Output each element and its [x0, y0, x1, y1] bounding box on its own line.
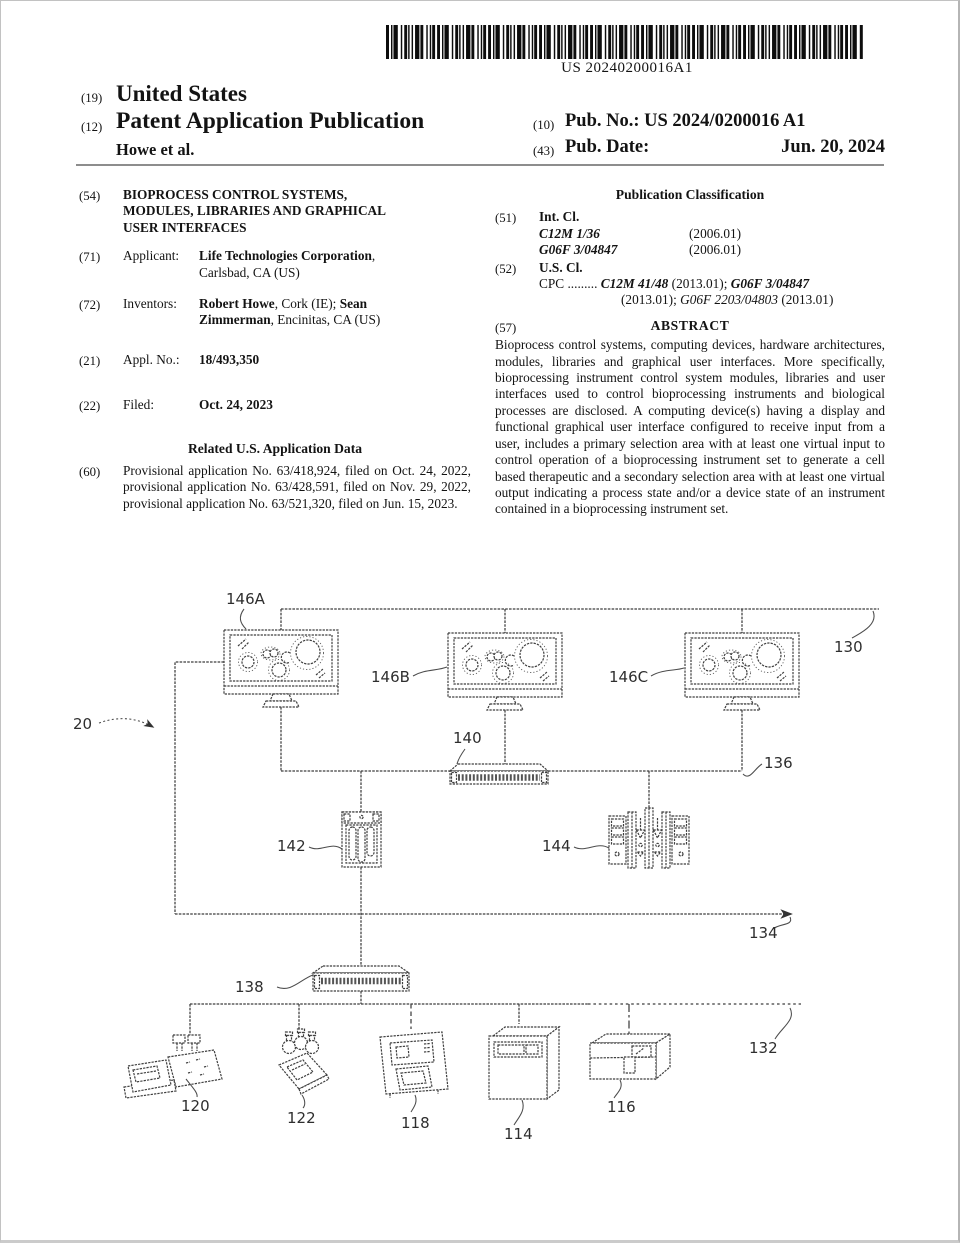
left-riser-line [175, 662, 224, 914]
doc-type: Patent Application Publication [116, 108, 425, 134]
module-cluster-144 [609, 808, 689, 868]
monitor-146c [685, 633, 799, 710]
filed-label: Filed: [123, 397, 155, 413]
ref-label-146c: 146C [609, 668, 649, 686]
ref-label-20: 20 [73, 715, 93, 733]
abstract-tag: (57) [495, 320, 517, 335]
ref-label-140: 140 [453, 729, 482, 747]
monitor-146a [224, 630, 338, 707]
ref-label-132: 132 [749, 1039, 778, 1057]
abstract-text: Bioprocess control systems, computing devices, hardware architectures, modules, libraries and graphical user interfaces. More specifically, bioprocessing instrument control system modules, libraries and user interfaces used to control bioprocessing instruments and biological processes are disclosed. A computing device(s) having a display and functional graphical user interface configured to receive input from a user, includes a primary selection area with at least one virtual input to control operation of a bioprocessing instrument set to generate a cell based therapeutic and a secondary selection area with at least one virtual output indicating a process state and/or a device state of an instrument contained in a bioprocessing instrument set. [495, 337, 885, 517]
appl-no-tag: (21) [79, 353, 101, 368]
ref-label-134: 134 [749, 924, 778, 942]
filed-section [79, 397, 471, 414]
leader-144 [574, 846, 609, 849]
leader-20 [99, 719, 153, 727]
applicant-value: Life Technologies Corporation, Carlsbad, CA (US) [199, 248, 471, 281]
invention-title: BIOPROCESS CONTROL SYSTEMS, MODULES, LIBRARIES AND GRAPHICAL USER INTERFACES [123, 187, 387, 235]
title-tag: (54) [79, 189, 101, 203]
inventor-1: Robert Howe [199, 296, 275, 312]
publication-classification-heading: Publication Classification [615, 187, 765, 202]
monitor-down-lines [281, 707, 742, 771]
appl-no-section [79, 352, 471, 369]
classification-column [495, 187, 885, 518]
instrument-122 [279, 1029, 329, 1094]
int-cl-section [495, 209, 885, 258]
filed-value: Oct. 24, 2023 [199, 397, 273, 413]
leader-146a [240, 609, 246, 629]
int-cl-tag: (51) [495, 211, 517, 226]
country-name: United States [116, 81, 247, 106]
header-rule [76, 164, 884, 166]
ref-label-116: 116 [607, 1098, 636, 1116]
ref-label-146a: 146A [226, 590, 265, 608]
us-cl-tag: (52) [495, 261, 517, 276]
filed-tag: (22) [79, 399, 101, 414]
inventors-section [79, 296, 471, 329]
applicant-address: Carlsbad, CA (US) [199, 264, 300, 280]
applicant-label: Applicant: [123, 248, 180, 264]
abstract-heading-row [495, 318, 885, 334]
leader-130 [852, 611, 874, 638]
ref-label-114: 114 [504, 1125, 533, 1143]
cpc-line-2: (2013.01); G06F 2203/04803 (2013.01) [621, 292, 834, 308]
bioreactor-device-142 [342, 812, 381, 867]
leader-122 [302, 1095, 305, 1108]
instrument-114 [489, 1027, 559, 1099]
title-section [79, 187, 471, 236]
bibliographic-column [79, 187, 471, 512]
int-cl-row: C12M 1/36 (2006.01) [539, 225, 742, 241]
inventors-value: Robert Howe, Cork (IE); Sean Zimmerman, Encinitas, CA (US) [199, 296, 381, 328]
ref-label-136: 136 [764, 754, 793, 772]
ref-label-138: 138 [235, 978, 264, 996]
applicant-section [79, 248, 471, 281]
applicant-tag: (71) [79, 250, 101, 265]
ref-label-146b: 146B [371, 668, 410, 686]
country-code-tag: (19) [81, 91, 103, 105]
leader-140 [457, 749, 465, 764]
leader-146c [651, 668, 684, 676]
leader-138 [277, 975, 313, 988]
pub-no-label: Pub. No.: [565, 111, 640, 131]
figure-network-diagram [1, 561, 960, 1181]
appl-no-label: Appl. No.: [123, 351, 180, 367]
leader-118 [411, 1095, 416, 1112]
barcode [386, 25, 868, 59]
instrument-116 [590, 1034, 670, 1079]
first-named-inventor: Howe et al. [116, 140, 195, 159]
publication-number [565, 111, 806, 132]
provisional-tag: (60) [79, 465, 101, 480]
us-cl-label: U.S. Cl. [539, 259, 583, 275]
inventors-label: Inventors: [123, 296, 177, 312]
int-cl-label: Int. Cl. [539, 209, 580, 225]
instrument-118 [380, 1032, 448, 1098]
monitor-drop-lines [281, 609, 742, 633]
pub-no-value: US 2024/0200016 A1 [644, 111, 806, 131]
barcode-number: US 20240200016A1 [561, 60, 693, 76]
ref-label-144: 144 [542, 837, 571, 855]
ref-label-122: 122 [287, 1109, 316, 1127]
abstract-heading: ABSTRACT [650, 317, 730, 333]
leader-132 [775, 1008, 791, 1039]
ref-label-120: 120 [181, 1097, 210, 1115]
leader-136 [743, 764, 762, 776]
leader-114 [514, 1100, 523, 1125]
cpc-line-1: CPC ......... C12M 41/48 (2013.01); G06F 3/04847 [539, 276, 810, 292]
related-data-heading: Related U.S. Application Data [187, 440, 363, 456]
int-cl-row: G06F 3/04847 (2006.01) [539, 242, 742, 258]
pub-date-tag: (43) [533, 144, 555, 158]
leader-146b [413, 667, 447, 676]
leader-116 [614, 1080, 621, 1098]
instrument-120 [124, 1035, 222, 1098]
network-switch-138 [313, 966, 409, 991]
us-cl-section [495, 260, 885, 309]
doc-type-tag: (12) [81, 120, 103, 134]
ref-label-118: 118 [401, 1114, 430, 1132]
ref-label-142: 142 [277, 837, 306, 855]
inventor-2: Zimmerman [199, 312, 271, 328]
provisional-text: Provisional application No. 63/418,924, filed on Oct. 24, 2022, provisional application No. 63/428,591, filed on Nov. 29, 2022, provisional application No. 63/521,320, filed on Jun. 15, 2023. [123, 463, 471, 511]
inventors-tag: (72) [79, 298, 101, 313]
monitor-146b [448, 633, 562, 710]
network-switch-140 [450, 764, 548, 784]
pub-date-label: Pub. Date: [565, 137, 650, 157]
bottom-drop-lines [190, 1004, 519, 1035]
provisional-section [79, 463, 471, 512]
ref-label-130: 130 [834, 638, 863, 656]
applicant-name: Life Technologies Corporation [199, 248, 372, 264]
pub-date-value: Jun. 20, 2024 [781, 137, 885, 157]
pub-no-tag: (10) [533, 118, 555, 132]
leader-142 [309, 846, 342, 849]
appl-no-value: 18/493,350 [199, 351, 260, 367]
